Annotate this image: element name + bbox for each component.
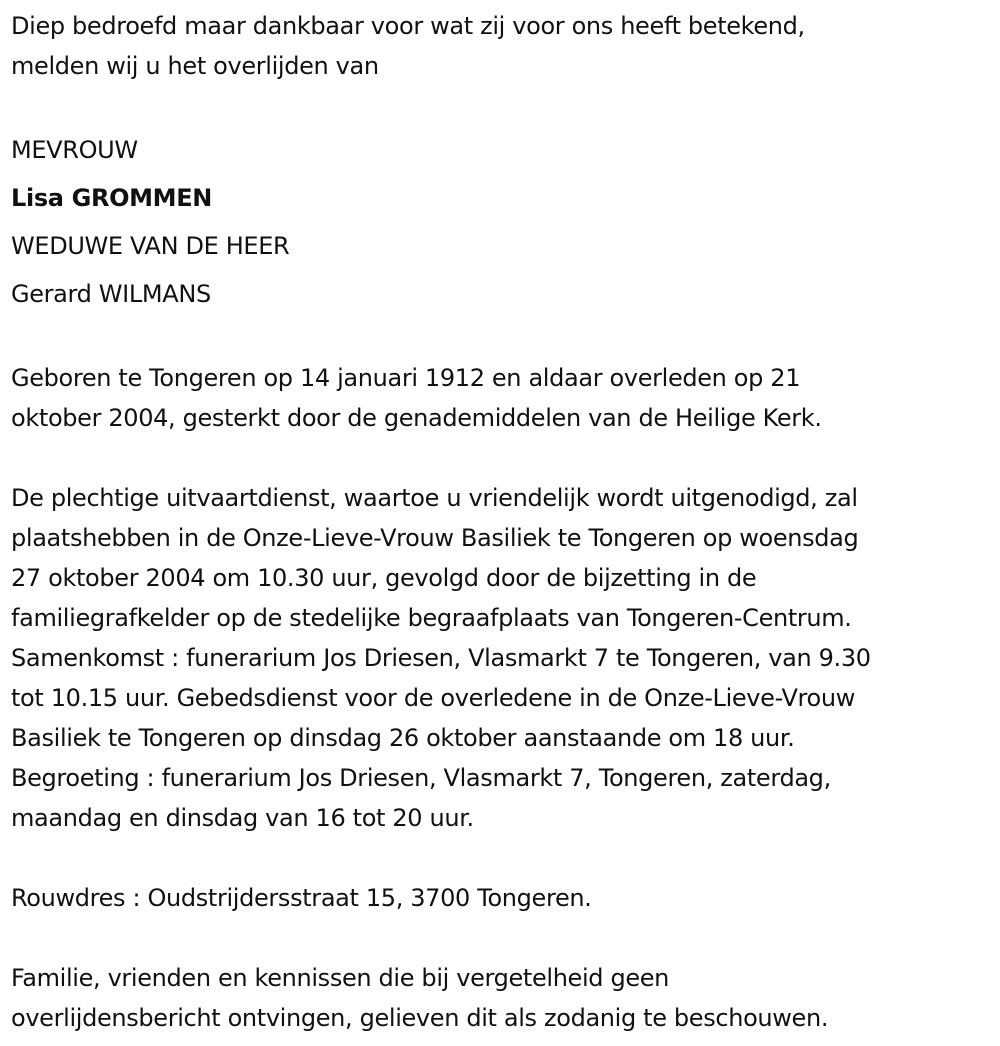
intro-line: melden wij u het overlijden van <box>11 52 379 80</box>
funeral-line: tot 10.15 uur. Gebedsdienst voor de overledene in de Onze-Lieve-Vrouw <box>11 684 856 712</box>
spouse-name: Gerard WILMANS <box>11 280 211 308</box>
address-paragraph <box>11 878 996 918</box>
spacer <box>11 318 996 358</box>
funeral-line: maandag en dinsdag van 16 tot 20 uur. <box>11 804 474 832</box>
spacer <box>11 838 996 878</box>
spacer <box>11 438 996 478</box>
funeral-line: 27 oktober 2004 om 10.30 uur, gevolgd door de bijzetting in de <box>11 564 757 592</box>
closing-paragraph <box>11 958 996 1038</box>
birth-death-line: Geboren te Tongeren op 14 januari 1912 en aldaar overleden op 21 <box>11 364 801 392</box>
spacer <box>11 86 996 126</box>
deceased-block <box>11 126 996 318</box>
birth-death-paragraph <box>11 358 996 438</box>
spacer <box>11 918 996 958</box>
closing-line: Familie, vrienden en kennissen die bij vergetelheid geen <box>11 964 670 992</box>
deceased-relation: WEDUWE VAN DE HEER <box>11 232 290 260</box>
funeral-line: Begroeting : funerarium Jos Driesen, Vlasmarkt 7, Tongeren, zaterdag, <box>11 764 831 792</box>
deceased-name: Lisa GROMMEN <box>11 184 212 212</box>
intro-paragraph <box>11 6 996 86</box>
deceased-title: MEVROUW <box>11 136 138 164</box>
funeral-line: De plechtige uitvaartdienst, waartoe u vriendelijk wordt uitgenodigd, zal <box>11 484 858 512</box>
intro-line: Diep bedroefd maar dankbaar voor wat zij voor ons heeft betekend, <box>11 12 805 40</box>
obituary-notice <box>11 6 996 1038</box>
funeral-line: plaatshebben in de Onze-Lieve-Vrouw Basiliek te Tongeren op woensdag <box>11 524 859 552</box>
funeral-paragraph <box>11 478 996 838</box>
funeral-line: Samenkomst : funerarium Jos Driesen, Vlasmarkt 7 te Tongeren, van 9.30 <box>11 644 871 672</box>
funeral-line: Basiliek te Tongeren op dinsdag 26 oktober aanstaande om 18 uur. <box>11 724 795 752</box>
closing-line: overlijdensbericht ontvingen, gelieven dit als zodanig te beschouwen. <box>11 1004 829 1032</box>
funeral-line: familiegrafkelder op de stedelijke begraafplaats van Tongeren-Centrum. <box>11 604 852 632</box>
birth-death-line: oktober 2004, gesterkt door de genademiddelen van de Heilige Kerk. <box>11 404 822 432</box>
mourning-address: Rouwdres : Oudstrijdersstraat 15, 3700 Tongeren. <box>11 884 592 912</box>
